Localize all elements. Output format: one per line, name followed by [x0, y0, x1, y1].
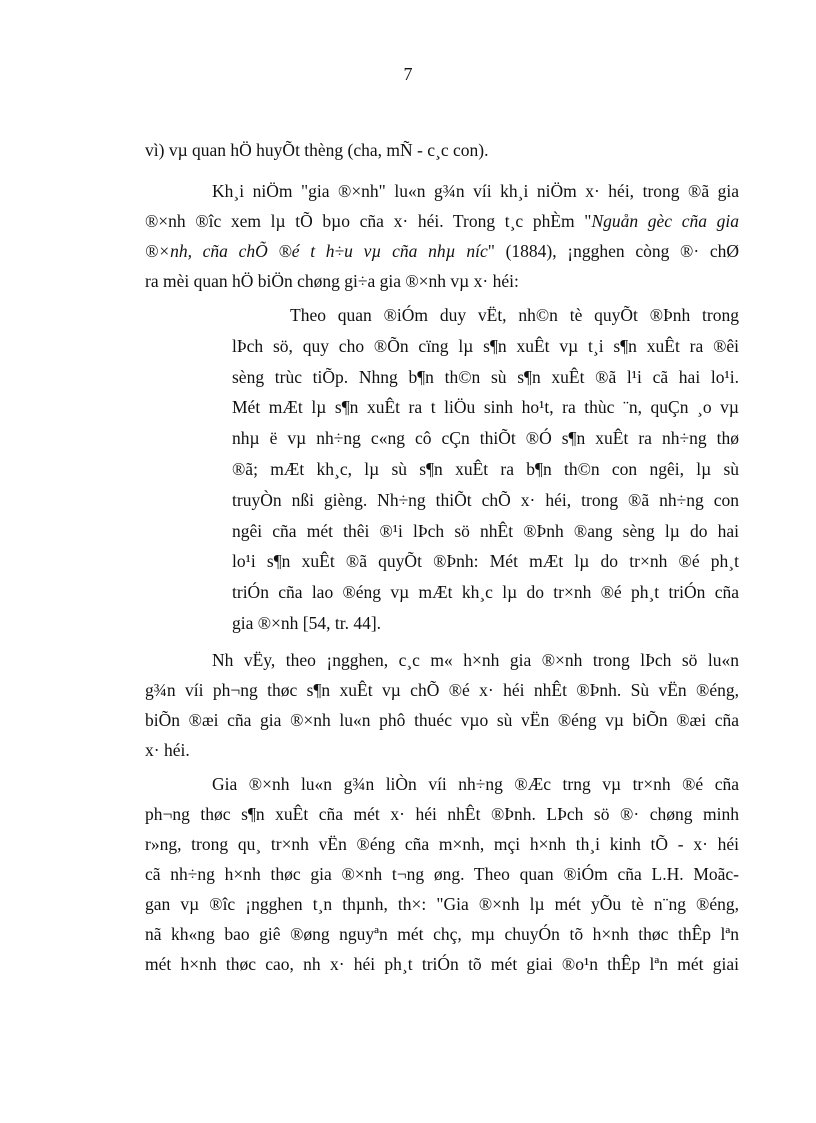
quote-line [232, 577, 739, 608]
paragraph-line [145, 919, 739, 949]
text-run: ngêi cña mét thêi ®¹i lÞch sö nhÊt ®Þnh ®ang sèng lµ do hai [232, 520, 739, 541]
text-run: sèng trùc tiÕp. Nhng b¶n th©n sù s¶n xuÊt ®ã l¹i cã hai lo¹i. [232, 366, 739, 387]
text-run: truyÒn nßi gièng. Nh÷ng thiÕt chÕ x· héi, trong ®ã nh÷ng con [232, 489, 739, 510]
text-run: Theo quan ®iÓm duy vËt, nh©n tè quyÕt ®Þnh trong [290, 305, 739, 325]
text-run: " (1884), ¡ngghen còng ®· chØ [487, 241, 739, 261]
quote-line [232, 423, 739, 454]
quote-line [232, 485, 739, 516]
paragraph-line [145, 769, 739, 799]
quote-line [232, 546, 739, 577]
quote-line [232, 454, 739, 485]
paragraph-line [145, 735, 739, 765]
text-run: Kh¸i niÖm "gia ®×nh" lu«n g¾n víi kh¸i niÖm x· héi, trong ®ã gia [212, 181, 739, 201]
book-title-italic: Nguån gèc cña gia [591, 211, 739, 231]
quote-line [232, 392, 739, 423]
paragraph-line [145, 889, 739, 919]
book-title-italic: ®×nh, cña chÕ ®é t h÷u vµ cña nhµ níc [145, 241, 488, 261]
text-run: ®×nh ®îc xem lµ tÕ bµo cña x· héi. Trong t¸c phÈm " [145, 211, 592, 231]
paragraph-1 [145, 135, 739, 165]
text-run: ®ã; mÆt kh¸c, lµ sù s¶n xuÊt ra b¶n th©n con ngêi, lµ sù [232, 458, 739, 479]
text-run: Gia ®×nh lu«n g¾n liÒn víi nh÷ng ®Æc trng vµ tr×nh ®é cña [212, 774, 739, 794]
text-run: ra mèi quan hÖ biÖn chøng gi÷a gia ®×nh vµ x· héi: [145, 271, 519, 291]
text-run: biÕn ®æi cña gia ®×nh lu«n phô thuéc vµo sù vËn ®éng vµ biÕn ®æi cña [145, 710, 739, 730]
paragraph-line [145, 645, 739, 675]
paragraph-line [145, 176, 739, 206]
page-number: 7 [403, 64, 413, 84]
quote-line [232, 331, 739, 362]
paragraph-line [145, 236, 739, 266]
paragraph-2 [145, 176, 739, 296]
text-run: nã kh«ng bao giê ®øng nguyªn mét chç, mµ chuyÓn tõ h×nh thøc thÊp lªn [145, 924, 739, 944]
text-run: g¾n víi ph¬ng thøc s¶n xuÊt vµ chÕ ®é x· héi nhÊt ®Þnh. Sù vËn ®éng, [145, 680, 739, 700]
block-quote [232, 300, 739, 639]
paragraph-line [145, 675, 739, 705]
text-run: nhµ ë vµ nh÷ng c«ng cô cÇn thiÕt ®Ó s¶n xuÊt ra nh÷ng thø [232, 428, 739, 449]
quote-line [232, 300, 739, 331]
quote-line [232, 608, 739, 639]
text-run: lo¹i s¶n xuÊt ®ã quyÕt ®Þnh: Mét mÆt lµ do tr×nh ®é ph¸t [232, 551, 739, 572]
paragraph-line: vì) vµ quan hÖ huyÕt thèng (cha, mÑ - c¸c con). [145, 140, 489, 160]
text-run: ph¬ng thøc s¶n xuÊt cña mét x· héi nhÊt ®Þnh. LÞch sö ®· chøng minh [145, 804, 739, 824]
text-run: Nh vËy, theo ¡ngghen, c¸c m« h×nh gia ®×nh trong lÞch sö lu«n [212, 650, 739, 670]
text-run: r»ng, trong qu¸ tr×nh vËn ®éng cña m×nh, mçi h×nh th¸i kinh tÕ - x· héi [145, 834, 739, 854]
paragraph-line [145, 859, 739, 889]
text-run: triÓn cña lao ®éng vµ mÆt kh¸c lµ do tr×nh ®é ph¸t triÓn cña [232, 582, 739, 603]
text-run: x· héi. [145, 740, 190, 760]
text-run: Mét mÆt lµ s¶n xuÊt ra t liÖu sinh ho¹t, ra thùc ¨n, quÇn ¸o vµ [232, 397, 739, 418]
paragraph-line [145, 705, 739, 735]
paragraph-line [145, 266, 739, 296]
text-run: cã nh÷ng h×nh thøc gia ®×nh t¬ng øng. Theo quan ®iÓm cña L.H. Moãc- [145, 864, 739, 884]
paragraph-line [145, 829, 739, 859]
text-run: gan vµ ®îc ¡ngghen t¸n thµnh, th×: "Gia ®×nh lµ mét yÕu tè n¨ng ®éng, [145, 894, 739, 914]
text-run: lÞch sö, quy cho ®Õn cïng lµ s¶n xuÊt vµ t¸i s¶n xuÊt ra ®êi [232, 335, 739, 356]
quote-line [232, 362, 739, 393]
text-run: mét h×nh thøc cao, nh x· héi ph¸t triÓn tõ mét giai ®o¹n thÊp lªn mét giai [145, 954, 739, 974]
paragraph-3 [145, 645, 739, 765]
text-run: gia ®×nh [54, tr. 44]. [232, 612, 382, 633]
paragraph-4 [145, 769, 739, 979]
paragraph-line [145, 799, 739, 829]
quote-line [232, 516, 739, 547]
paragraph-line [145, 206, 739, 236]
paragraph-line [145, 949, 739, 979]
